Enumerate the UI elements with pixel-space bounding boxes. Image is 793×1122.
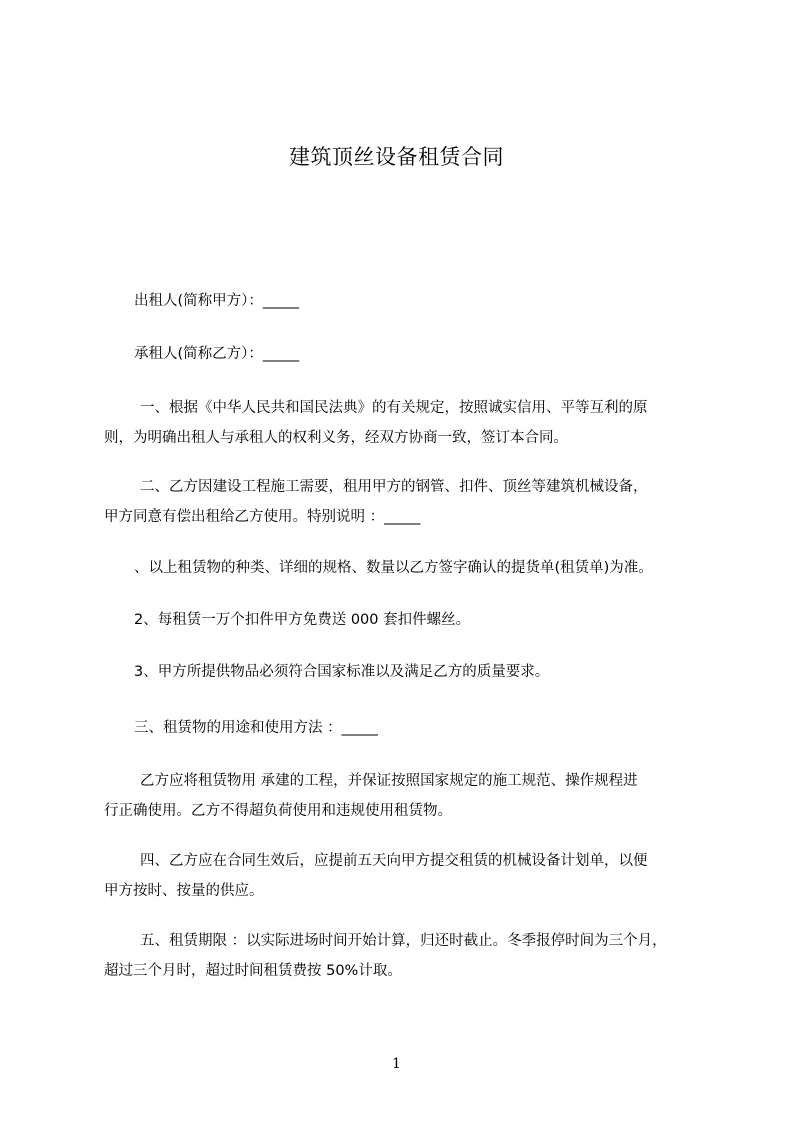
clause-5-line-2: 超过三个月时，超过时间租赁费按 50%计取。 — [104, 963, 402, 979]
clause-5-line-1: 五、租赁期限 ：以实际进场时间开始计算，归还时截止。冬季报停时间为三个月， — [140, 933, 667, 949]
item-3: 3、甲方所提供物品必须符合国家标准以及满足乙方的质量要求。 — [134, 664, 550, 680]
document-title: 建筑顶丝设备租赁合同 — [289, 145, 504, 169]
clause-3: 三、租赁物的用途和使用方法 ：_____ — [134, 720, 378, 736]
item-2: 2、每租赁一万个扣件甲方免费送 000 套扣件螺丝。 — [134, 612, 471, 628]
clause-4 — [104, 846, 716, 906]
lessee-line: 承租人(简称乙方）：_____ — [134, 346, 300, 362]
clause-4-line-2: 甲方按时、按量的供应。 — [104, 883, 264, 899]
clause-2-line-2: 甲方同意有偿出租给乙方使用。特别说明 ：_____ — [104, 509, 421, 525]
clause-1 — [104, 393, 716, 453]
clause-2-line-1: 二、乙方因建设工程施工需要，租用甲方的钢管、扣件、顶丝等建筑机械设备， — [140, 479, 648, 495]
clause-1-line-1: 一、根据《中华人民共和国民法典》的有关规定，按照诚实信用、平等互利的原 — [140, 400, 648, 416]
lessor-line: 出租人(简称甲方）：_____ — [134, 293, 300, 309]
clause-3-detail-line-2: 行正确使用。乙方不得超负荷使用和违规使用租赁物。 — [104, 803, 452, 819]
clause-3-detail-line-1: 乙方应将租赁物用 承建的工程，并保证按照国家规定的施工规范、操作规程进 — [140, 773, 638, 789]
clause-2 — [104, 472, 716, 532]
clause-5 — [104, 926, 716, 986]
clause-4-line-1: 四、乙方应在合同生效后，应提前五天向甲方提交租赁的机械设备计划单，以便 — [140, 853, 648, 869]
page-number: 1 — [392, 1056, 401, 1072]
clause-3-detail — [104, 766, 716, 826]
item-1: 、以上租赁物的种类、详细的规格、数量以乙方签字确认的提货单(租赁单)为准。 — [134, 560, 653, 576]
clause-1-line-2: 则，为明确出租人与承租人的权利义务，经双方协商一致，签订本合同。 — [104, 430, 568, 446]
